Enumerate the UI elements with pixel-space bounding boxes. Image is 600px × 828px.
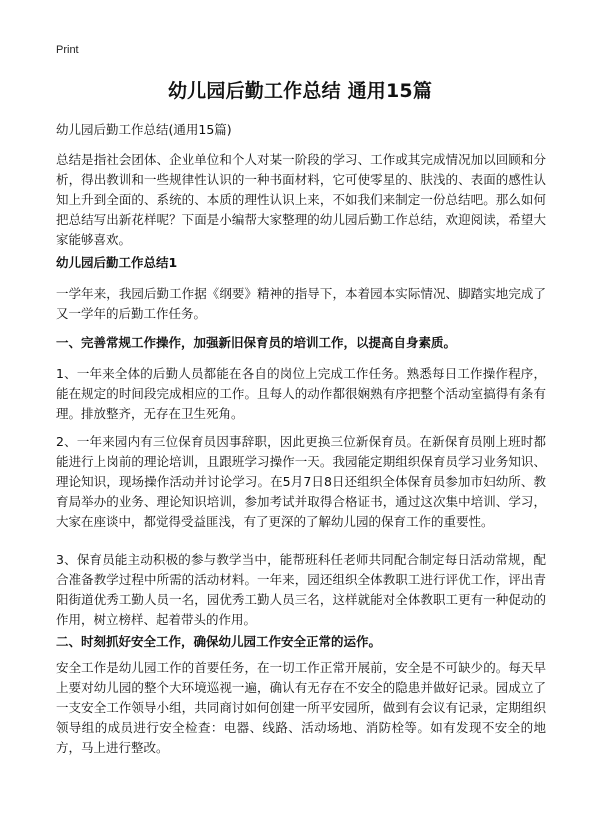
part2-paragraph-1: 安全工作是幼儿园工作的首要任务，在一切工作正常开展前，安全是不可缺少的。每天早上要对幼儿园的整个大环境巡视一遍，确认有无存在不安全的隐患并做好记录。园成立了一支安全工作领导小组，共同商讨如何创建一所平安园所，做到有会议有记录，定期组织领导组的成员进行安全检查：电器、线路、活动场地、消防栓等。如有发现不安全的地方，马上进行整改。 <box>56 660 546 755</box>
part1-heading: 一、完善常规工作操作，加强新旧保育员的培训工作，以提高自身素质。 <box>56 335 457 350</box>
part1-paragraph-1: 1、一年来全体的后勤人员都能在各自的岗位上完成工作任务。熟悉每日工作操作程序，能在规定的时间段完成相应的工作。且每人的动作都很娴熟有序把整个活动室搞得有条有理。排放整齐，无存在卫生死角。 <box>56 366 546 421</box>
print-label: Print <box>56 44 79 56</box>
document-subtitle: 幼儿园后勤工作总结(通用15篇) <box>56 122 232 137</box>
part1-paragraph-3: 3、保育员能主动积极的参与教学当中，能帮班科任老师共同配合制定每日活动常规，配合准备教学过程中所需的活动材料。一年来，园还组织全体教职工进行评优工作，评出青阳街道优秀工勤人员一名，园优秀工勤人员三名，这样就能对全体教职工更有一种促动的作用，树立榜样、起着带头的作用。 <box>56 552 546 627</box>
section1-intro-paragraph: 一学年来，我园后勤工作据《纲要》精神的指导下，本着园本实际情况、脚踏实地完成了又一学年的后勤工作任务。 <box>56 286 546 321</box>
part1-paragraph-2: 2、一年来园内有三位保育员因事辞职，因此更换三位新保育员。在新保育员刚上班时都能进行上岗前的理论培训，且跟班学习操作一天。我园能定期组织保育员学习业务知识、理论知识，现场操作活动并讨论学习。在5月7日8日还组织全体保育员参加市妇幼所、教育局举办的业务、理论知识培训，参加考试并取得合格证书，通过这次集中培训、学习，大家在座谈中，都觉得受益匪浅，有了更深的了解幼儿园的保育工作的重要性。 <box>56 434 546 529</box>
part2-heading: 二、时刻抓好安全工作，确保幼儿园工作安全正常的运作。 <box>56 634 382 649</box>
section1-heading: 幼儿园后勤工作总结1 <box>56 255 178 270</box>
document-title: 幼儿园后勤工作总结 通用15篇 <box>167 80 433 102</box>
intro-paragraph: 总结是指社会团体、企业单位和个人对某一阶段的学习、工作或其完成情况加以回顾和分析，得出教训和一些规律性认识的一种书面材料，它可使零星的、肤浅的、表面的感性认知上升到全面的、系统的、本质的理性认识上来，不如我们来制定一份总结吧。那么如何把总结写出新花样呢？下面是小编帮大家整理的幼儿园后勤工作总结，欢迎阅读，希望大家能够喜欢。 <box>56 152 546 247</box>
